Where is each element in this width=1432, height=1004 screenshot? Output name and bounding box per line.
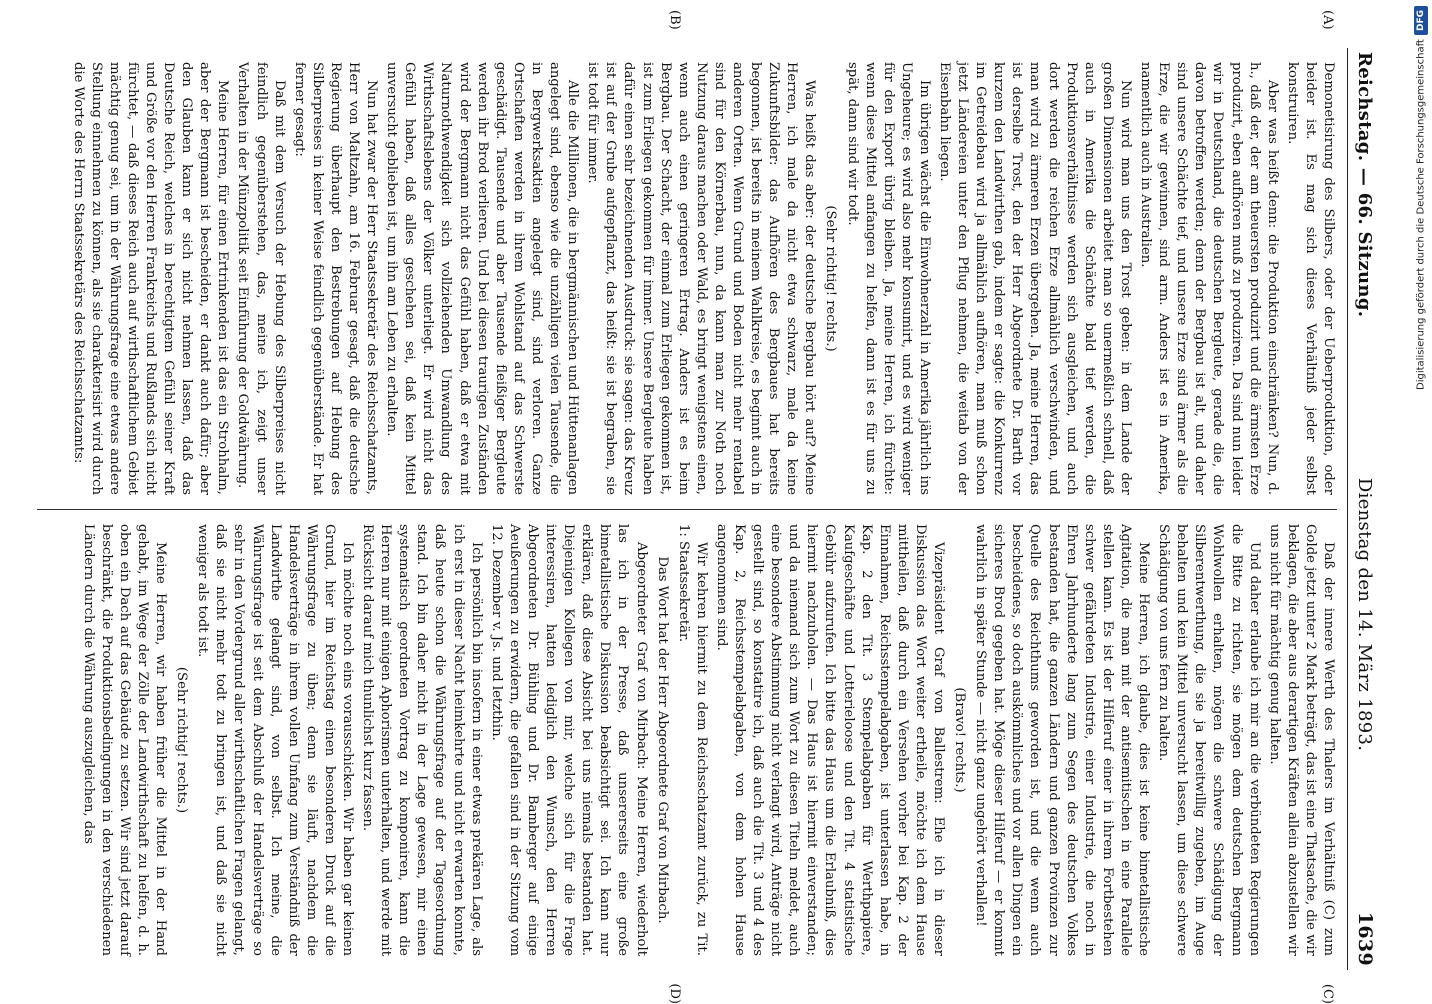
margin-mark-b: (B) <box>667 10 682 30</box>
margin-mark-d: (D) <box>667 983 682 1004</box>
margin-mark-a: (A) <box>1320 10 1335 30</box>
paragraph: Nun wird man uns den Trost geben: in dem Lande der großen Dimensionen arbeitet man so unermeßlich schnell, daß auch in Amerika die Schächte bald tief werden, die Produktionsverhältnisse werden sich ausgleichen, und auch dort werden die reichen Erze allmählich verschwinden, und man wird zu ärmeren Erzen übergehen. Ja, meine Herren, das ist derselbe Trost, den der Herr Abgeordnete Dr. Barth vor kurzem den Landwirthen gab, indem er sagte: die Konkurrenz im Getreidebau wird ja allmählich aufhören, man muß schon jetzt Ländereien unter den Pflug nehmen, die weitab von der Eisenbahn liegen. <box>937 62 1133 495</box>
paragraph: Was heißt das aber: der deutsche Bergbau hört auf? Meine Herren, ich male da nicht etwa schwarz, male da keine Zukunftsbilder: das Aufhören des Bergbaues hat bereits begonnen, ist bereits in meinem Wahlkreise, es beginnt auch in anderen Orten. Wenn Grund und Boden nicht mehr rentabel sind für den Körnerbau, nun, da kann man zur Noth noch Nutzung daraus machen oder Wald, es bringt wenigstens einen, wenn auch einen geringeren Ertrag. Anders ist es beim Bergbau. Der Schacht, der einmal zum Erliegen gekommen ist, ist zum Erliegen gekommen für immer. Unsere Bergleute haben dafür einen sehr bezeichnenden Ausdruck: sie sagen: das Kreuz ist auf der Grube aufgepflanzt, das heißt: sie ist begraben, sie ist todt für immer. <box>585 62 818 495</box>
paragraph: Ich möchte noch eins vorausschicken. Wir haben gar keinen Grund, hier im Reichstag einen besonderen Druck auf die Währungsfrage zu üben; denn sie läuft, nachdem die Handelsverträge in ihrem vollen Umfang zum Verständniß der Landwirthe gelangt sind, von selbst. Ich meine, die Währungsfrage ist seit dem Abschluß der Handelsverträge so sehr in den Vordergrund aller wirthschaftlichen Fragen gelangt, daß sie nicht mehr todt zu bringen ist, und daß sie nicht weniger als todt ist. <box>195 524 356 956</box>
paragraph: Demonetisirung des Silbers, oder der Ueberproduktion, oder beider ist. Es mag sich dieses Verhältniß jeder selbst konstruiren. <box>1284 62 1336 495</box>
paragraph: Abgeordneter Graf von Mirbach: Meine Herren, wiederholt las ich in der Presse, daß unsererseits eine große bimetallistische Diskussion beabsichtigt sei. Ich kann nur erklären, daß diese Absicht bei uns niemals bestanden hat. Diejenigen Kollegen von mir, welche sich für die Frage interessiren, hatten lediglich den Wunsch, den Herren Abgeordneten Dr. Bühling und Dr. Bamberger auf einige Aeußerungen zu erwidern, die gefallen sind in der Sitzung vom 12. Dezember v. Js. und letzthin. <box>488 524 649 956</box>
digitization-note-text: Digitalisierung gefördert durch die Deutsche Forschungsgemeinschaft <box>1415 39 1427 390</box>
quotation: Daß der innere Werth des Thalers im Verhältniß (C) zum Golde jetzt unter 2 Mark beträgt, das ist eine Thatsache, die wir beklagen, die aber aus derartigen Kräften allein abzustellen wir uns nicht für mächtig genug halten. <box>1266 524 1336 956</box>
paragraph: Meine Herren, für einen Ertrinkenden ist das ein Strohhalm, aber der Bergmann ist bescheiden, er dankt auch dafür; aber den Glauben kann er sich nicht nehmen lassen, daß das Deutsche Reich, welches in berechtigtem Gefühl seiner Kraft und Größe vor den Herren Frankreichs und Rußlands sich nicht fürchtet, — daß dieses Reich auch auf wirthschaftlichem Gebiet mächtig genug sei, um in der Währungsfrage eine etwas andere Stellung einnehmen zu können, als sie charakterisirt wird durch die Worte des Herrn Staatssekretärs des Reichsschatzamts: <box>70 62 231 495</box>
paragraph: Meine Herren, ich glaube, dies ist keine bimetallistische Agitation, die man mit der antisemitischen in eine Parallele stellen kann. Es ist der Hilferuf einer in ihrem Fortbestehen schwer gefährdeten Industrie, einer Industrie, die noch in Ehren Jahrhunderte lang zum Segen des deutschen Volkes bestanden hat, die ganzen Ländern und ganzen Provinzen zur Quelle des Reichthums geworden ist, und die wenn auch bescheidenes, so doch auskömmliches und vor allen Dingen ein sicheres Brod gegeben hat. Möge dieser Hilferuf — er kommt wahrlich in später Stunde — nicht ganz ungehört verhallen! <box>973 524 1152 956</box>
text-columns <box>37 10 1337 1004</box>
margin-mark-c: (C) <box>1320 983 1335 1004</box>
dfg-logo: DFG <box>1414 6 1428 35</box>
applause-note: (Sehr richtig! rechts.) <box>174 666 190 814</box>
running-head <box>1347 48 1376 970</box>
quotation: Daß mit dem Versuch der Hebung des Silberpreises nicht feindlich gegenüberstehen, das, meine ich, zeigt unser Verhalten in der Münzpolitik seit Einführung der Goldwährung. <box>235 62 287 495</box>
paragraph: Meine Herren, wir haben früher die Mittel in der Hand gehabt, im Wege der Zölle der Landwirthschaft zu helfen, d. h. oben ein Dach auf das Gebäude zu setzen. Wir sind jetzt darauf beschränkt, die Produktionsbedingungen in den verschiedenen Ländern durch die Währung auszugleichen, das <box>80 524 169 956</box>
running-head-date: Dienstag den 14. März 1893. <box>1354 477 1375 752</box>
paragraph: Ich persönlich bin insofern in einer etwas prekären Lage, als ich erst in dieser Nacht heimkehrte und nicht erwarten konnte, daß heute schon die Währungsfrage auf der Tagesordnung stand. Ich bin daher nicht in der Lage gewesen, mir einen systematisch geordneten Vortrag zu komponiren, kann die Herren nur mit einigen Aphorismen unterhalten, und werde mit Rücksicht darauf mich thunlichst kurz fassen. <box>360 524 484 956</box>
paragraph: Aber was heißt denn: die Produktion einschränken? Nun, d. h., daß der, der am theuersten produzirt und die ärmsten Erze produzirt, eben aufhören muß zu produziren. Da sind nun leider wir in Deutschland, die deutschen Bergleute, gerade die, die davon betroffen werden; denn der Bergbau ist alt, und daher sind unsere Schächte tief, und unsere Erze sind ärmer als die Erze, die wir gewinnen, sind arm. Anders ist es in Amerika, namentlich auch in Australien. <box>1138 62 1280 495</box>
applause-note: (Bravo! rechts.) <box>952 687 968 793</box>
paragraph: Nun hat zwar der Herr Staatssekretär des Reichsschatzamts, Herr von Maltzahn, am 16. Februar gesagt, daß die deutsche Regierung überhaupt den Bestrebungen auf Hebung des Silberpreises in keiner Weise feindlich gegenüberstände. Er hat ferner gesagt: <box>291 62 380 495</box>
right-column <box>37 509 1337 970</box>
paragraph: Alle die Millionen, die in bergmännischen und Hüttenanlagen angelegt sind, ebenso wie die unzähligen vielen Tausende, die in Bergwerksaktien angelegt sind, sind verloren. Ganze Ortschaften werden in ihrem Wohlstand auf das Schwerste geschädigt. Tausende und aber Tausende fleißiger Bergleute werden ihr Brod verlieren. Und bei diesen traurigen Zuständen wird der Bergmann nicht das Gefühl haben, daß er etwa mit Naturnothwendigkeit sich vollziehenden Umwandlung des Wirthschaftslebens der Völker unterliegt. Er wird nicht das Gefühl haben, daß alles geschehen sei, daß kein Mittel unversucht geblieben ist, um ihn am Leben zu erhalten. <box>384 62 581 495</box>
left-column <box>37 48 1337 509</box>
paragraph: Vizepräsident Graf von Ballestrem: Ehe ich in dieser Diskussion das Wort weiter ertheile, möchte ich dem Hause mittheilen, daß durch ein Versehen vorher bei Kap. 2 der Einnahmen, Reichsstempelabgaben, ist unterlassen habe, in Kap. 2 den Tit. 3 Stempelabgaben für Werthpapiere, Kaufgeschäfte und Lotterieloose und den Tit. 4 statistische Gebühr aufzurufen. Ich bitte das Haus um die Erlaubniß, dies hiermit nachzuholen. — Das Haus ist hiermit einverstanden; und da niemand sich zum Wort zu diesen Titeln meldet, auch eine besondere Abstimmung nicht verlangt wird, Anträge nicht gestellt sind, so konstatire ich, daß auch die Tit. 3 und 4 des Kap. 2, Reichsstempelabgaben, von dem hohen Hause angenommen sind. <box>713 524 947 956</box>
speaker-call: Das Wort hat der Herr Abgeordnete Graf von Mirbach. <box>654 556 670 924</box>
digitization-credit <box>1414 6 1428 994</box>
paragraph: Und daher erlaube ich mir an die verbündeten Regierungen die Bitte zu richten, sie mögen dem deutschen Bergmann Wohlwollen erhalten, mögen die schwere Schädigung der Silberentwerthung, die sie ja bereitwillig zugeben, im Auge behalten und kein Mittel unversucht lassen, um diese schwere Schädigung von uns fern zu halten. <box>1156 524 1262 956</box>
applause-note: (Sehr richtig! rechts.) <box>823 205 839 352</box>
running-head-left: Reichstag. — 66. Sitzung. <box>1354 52 1375 318</box>
paragraph: Wir kehren hiermit zu dem Reichsschatzamt zurück, zu Tit. 1: Staatssekretär. <box>675 524 709 956</box>
paragraph: Im übrigen wächst die Einwohnerzahl in Amerika jährlich ins Ungeheure; es wird also mehr konsumirt, und es wird weniger für den Export übrig bleiben. Ja, meine Herren, ich fürchte: wenn diese Mittel anfangen zu helfen, dann ist es für uns zu spät, dann sind wir todt. <box>844 62 932 495</box>
page-number: 1639 <box>1354 911 1376 966</box>
